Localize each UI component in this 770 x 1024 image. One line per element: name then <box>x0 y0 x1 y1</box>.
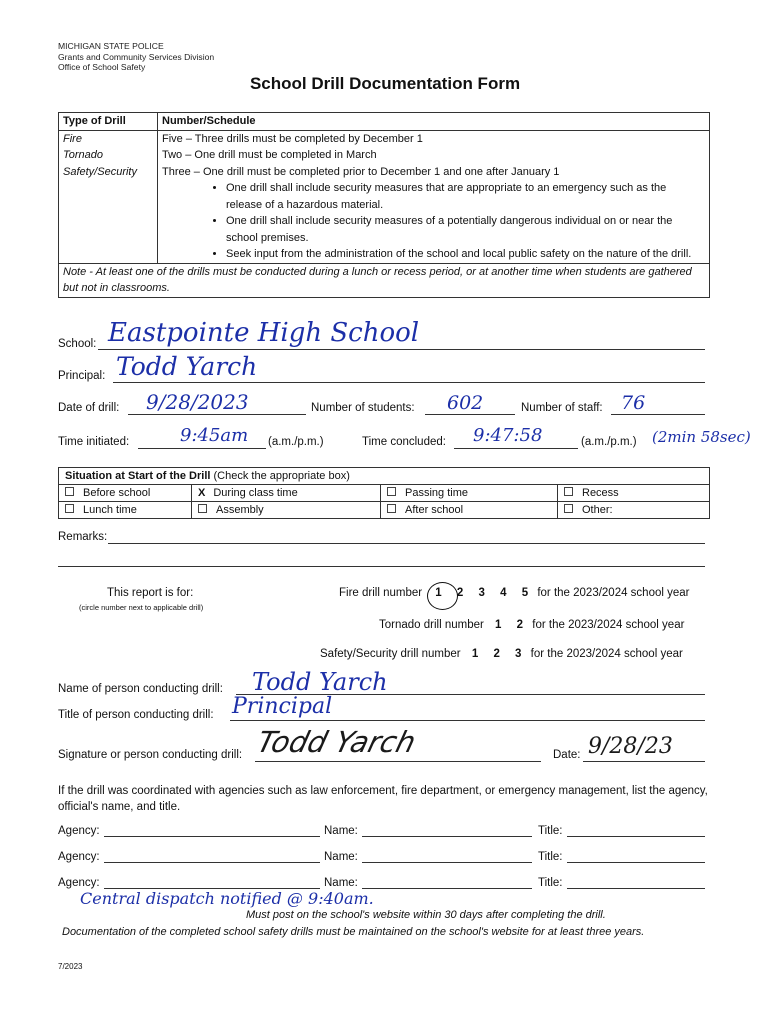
agency-title-label: Title: <box>538 851 563 863</box>
checkbox-icon[interactable] <box>65 487 74 496</box>
checkbox-icon[interactable] <box>65 504 74 513</box>
table-cell-schedule: Two – One drill must be completed in March <box>158 147 710 164</box>
safety-drill-row <box>320 648 683 660</box>
agency-title-label: Title: <box>538 877 563 889</box>
time-concluded-line[interactable] <box>454 448 578 449</box>
principal-label: Principal: <box>58 370 106 382</box>
safety-bullets <box>162 180 705 263</box>
students-field-line[interactable] <box>425 414 515 415</box>
fire-drill-row <box>339 587 690 599</box>
table-cell-type: Fire <box>59 130 158 147</box>
table-note: Note - At least one of the drills must be conducted during a lunch or recess period, or at another time when students are gathered but not in classrooms. <box>59 263 710 297</box>
conductor-title-value: Principal <box>232 694 333 719</box>
page-title: School Drill Documentation Form <box>249 74 521 93</box>
duration-note: (2min 58sec) <box>652 428 751 446</box>
situation-header <box>59 468 710 485</box>
fire-number-2[interactable]: 2 <box>456 587 464 599</box>
signature-line[interactable] <box>255 761 541 762</box>
agency-title-field[interactable] <box>567 862 705 863</box>
signature-date-label: Date: <box>553 749 581 761</box>
safety-number-3[interactable]: 3 <box>515 648 522 660</box>
fire-drill-label: Fire drill number <box>339 587 423 599</box>
table-row <box>59 130 710 147</box>
footer-line-1: Must post on the school's website within 30 days after completing the drill. <box>246 909 606 921</box>
form-header <box>58 41 214 73</box>
agency-label: Agency: <box>58 825 100 837</box>
agency-label: Agency: <box>58 851 100 863</box>
handwritten-dispatch-note: Central dispatch notified @ 9:40am. <box>80 889 374 908</box>
date-label: Date of drill: <box>58 402 120 414</box>
agency-title-field[interactable] <box>567 888 705 889</box>
situation-title: Situation at Start of the Drill <box>65 470 211 482</box>
table-header-type: Type of Drill <box>59 113 158 131</box>
agency-field[interactable] <box>104 836 320 837</box>
signature-value: Todd Yarch <box>253 725 420 759</box>
students-value: 602 <box>447 392 484 414</box>
list-item: • Seek input from the administration of the school and local public safety on the nature of the drill. <box>226 246 705 263</box>
situation-table <box>58 467 710 519</box>
ampm-label-2: (a.m./p.m.) <box>581 436 637 448</box>
table-cell-type: Safety/Security <box>59 164 158 264</box>
time-initiated-value: 9:45am <box>180 425 249 446</box>
signature-label: Signature or person conducting drill: <box>58 749 243 761</box>
tornado-year-text: for the 2023/2024 school year <box>532 619 685 631</box>
students-label: Number of students: <box>311 402 415 414</box>
principal-value: Todd Yarch <box>116 352 258 381</box>
agency-name-label: Name: <box>324 825 358 837</box>
signature-date-value: 9/28/23 <box>588 734 673 759</box>
header-division: Grants and Community Services Division <box>58 51 215 62</box>
fire-number-1[interactable]: 1 <box>435 587 442 599</box>
staff-value: 76 <box>621 392 646 414</box>
time-concluded-label: Time concluded: <box>362 436 446 448</box>
conductor-title-line[interactable] <box>230 720 705 721</box>
coordination-text: If the drill was coordinated with agencies such as law enforcement, fire department, or emergency management, list the agency, official's name, and title. <box>58 785 708 813</box>
conductor-title-label: Title of person conducting drill: <box>58 709 214 721</box>
agency-name-field[interactable] <box>362 888 532 889</box>
option-lunch-time[interactable]: Lunch time <box>59 502 192 519</box>
staff-label: Number of staff: <box>521 402 603 414</box>
tornado-number-1[interactable]: 1 <box>495 619 502 631</box>
checkbox-icon[interactable] <box>198 504 207 513</box>
agency-name-field[interactable] <box>362 862 532 863</box>
agency-field[interactable] <box>104 862 320 863</box>
agency-title-label: Title: <box>538 825 563 837</box>
remarks-label: Remarks: <box>58 531 108 543</box>
footer-line-2: Documentation of the completed school safety drills must be maintained on the school's website for at least three years. <box>62 926 645 938</box>
safety-number-2[interactable]: 2 <box>493 648 500 660</box>
checkbox-icon[interactable] <box>387 487 396 496</box>
time-initiated-label: Time initiated: <box>58 436 130 448</box>
header-agency: MICHIGAN STATE POLICE <box>58 41 164 51</box>
school-label: School: <box>58 338 97 350</box>
table-row <box>59 147 710 164</box>
drill-requirements-table <box>58 112 710 298</box>
safety-number-1[interactable]: 1 <box>471 648 479 660</box>
table-header-schedule: Number/Schedule <box>158 113 710 131</box>
list-item: • One drill shall include security measures of a potentially dangerous individual on or near the school premises. <box>226 213 705 246</box>
form-version: 7/2023 <box>58 962 83 971</box>
safety-drill-label: Safety/Security drill number <box>320 648 461 660</box>
checkbox-icon[interactable] <box>387 504 396 513</box>
conductor-name-value: Todd Yarch <box>252 668 388 696</box>
date-field-line[interactable] <box>128 414 306 415</box>
remarks-line-1[interactable] <box>108 543 705 544</box>
list-item: • One drill shall include security measures that are appropriate to an emergency such as the release of a hazardous material. <box>226 180 705 213</box>
checkbox-icon[interactable] <box>564 487 573 496</box>
conductor-name-label: Name of person conducting drill: <box>58 683 223 695</box>
option-after-school[interactable]: After school <box>381 502 558 519</box>
circled-number-mark <box>427 582 458 610</box>
option-before-school[interactable]: Before school <box>59 485 192 502</box>
agency-label: Agency: <box>58 877 100 889</box>
agency-name-field[interactable] <box>362 836 532 837</box>
table-row <box>59 164 710 264</box>
fire-number-4[interactable]: 4 <box>500 587 507 599</box>
agency-name-label: Name: <box>324 877 358 889</box>
agency-name-label: Name: <box>324 851 358 863</box>
checkbox-icon[interactable] <box>564 504 573 513</box>
checked-mark-icon[interactable]: X <box>198 487 206 499</box>
option-during-class[interactable]: X During class time <box>192 485 381 502</box>
option-assembly[interactable]: Assembly <box>192 502 381 519</box>
school-field-line[interactable] <box>98 349 705 350</box>
table-cell-type: Tornado <box>59 147 158 164</box>
fire-number-3[interactable]: 3 <box>478 587 485 599</box>
tornado-drill-label: Tornado drill number <box>379 619 484 631</box>
option-other[interactable]: Other: <box>558 502 710 519</box>
time-concluded-value: 9:47:58 <box>473 425 543 446</box>
table-cell-schedule <box>158 164 710 264</box>
remarks-line-2[interactable] <box>58 566 705 567</box>
tornado-number-2[interactable]: 2 <box>516 619 524 631</box>
situation-note: (Check the appropriate box) <box>213 470 350 482</box>
staff-field-line[interactable] <box>611 414 705 415</box>
table-cell-schedule: Five – Three drills must be completed by December 1 <box>158 130 710 147</box>
ampm-label-1: (a.m./p.m.) <box>268 436 324 448</box>
agency-title-field[interactable] <box>567 836 705 837</box>
signature-date-line[interactable] <box>583 761 705 762</box>
safety-schedule-text: Three – One drill must be completed prior to December 1 and one after January 1 <box>162 165 560 178</box>
option-passing-time[interactable]: Passing time <box>381 485 558 502</box>
circle-note: (circle number next to applicable drill) <box>79 603 204 612</box>
date-value: 9/28/2023 <box>146 390 249 414</box>
fire-year-text: for the 2023/2024 school year <box>537 587 690 599</box>
option-recess[interactable]: Recess <box>558 485 710 502</box>
fire-number-5[interactable]: 5 <box>521 587 529 599</box>
school-value: Eastpointe High School <box>108 318 420 348</box>
tornado-drill-row <box>379 619 684 631</box>
safety-year-text: for the 2023/2024 school year <box>530 648 683 660</box>
report-for-label: This report is for: <box>107 587 194 599</box>
principal-field-line[interactable] <box>113 382 705 383</box>
time-initiated-line[interactable] <box>138 448 266 449</box>
header-office: Office of School Safety <box>58 62 146 73</box>
